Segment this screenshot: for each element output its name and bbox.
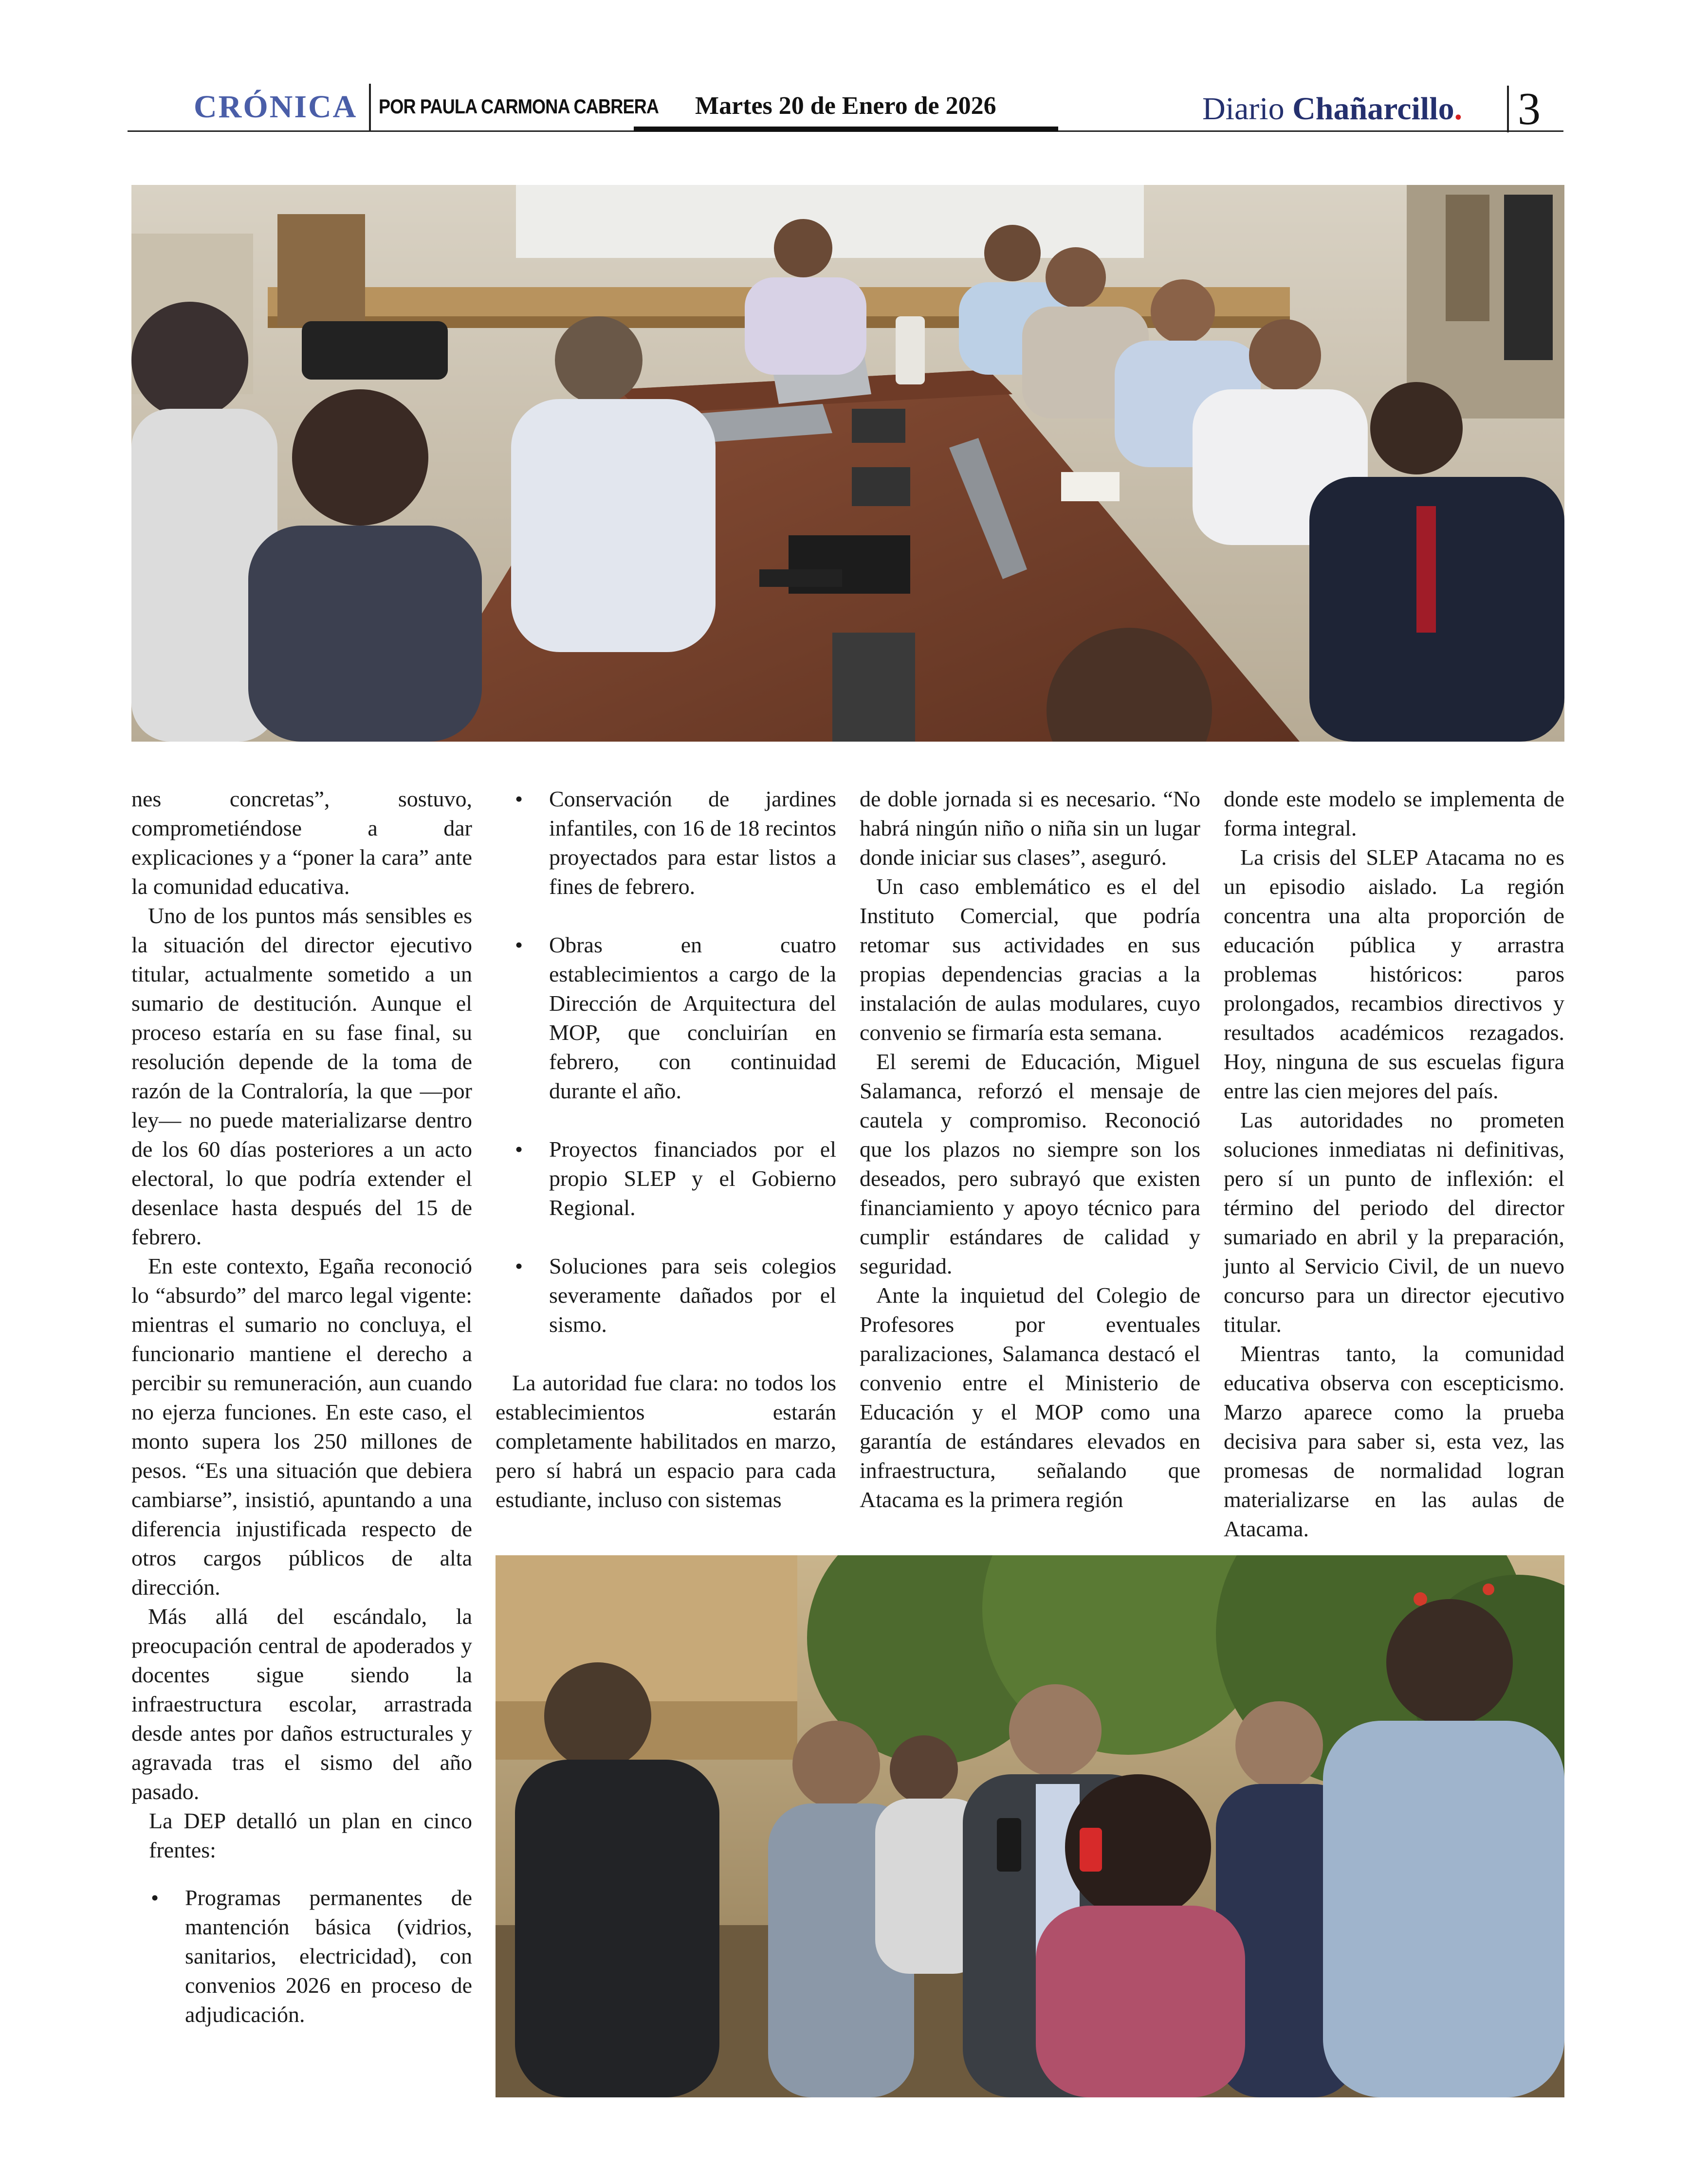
list-item [496,1135,836,1222]
masthead-prefix: Diario [1202,91,1293,127]
paragraph: Ante la inquietud del Colegio de Profesores por eventuales paralizaciones, Salamanca destacó el convenio entre el Ministerio de Educación y el MOP como una garantía de estándares elevados en infraestructura, señalando que Atacama es la primera región [860,1283,1200,1512]
paragraph: nes concretas”, sostuvo, comprometiéndose a dar explicaciones y a “poner la cara” ante la comunidad educativa. [131,786,472,899]
paragraph: de doble jornada si es necesario. “No habrá ningún niño o niña sin un lugar donde iniciar sus clases”, aseguró. [860,786,1200,870]
list-item [496,784,836,901]
article-column-4 [1224,784,1564,1544]
list-item [149,1883,472,2029]
press-interview-photo [496,1555,1564,2097]
plan-list-start [149,1883,472,2058]
paragraph: Uno de los puntos más sensibles es la situación del director ejecutivo titular, actualmente sometido a un sumario de destitución. Aunque el proceso estaría en su fase final, su resolución depende de la toma de razón de la Contraloría, la que —por ley— no puede materializarse dentro de los 60 días posteriores a un acto electoral, lo que podría extender el desenlace hasta después del 15 de febrero. [131,903,472,1249]
paragraph: Las autoridades no prometen soluciones inmediatas ni definitivas, pero sí un punto de inflexión: el término del periodo del director sumariado en abril y la preparación, junto al Servicio Civil, de un nuevo concurso para un director ejecutivo titular. [1224,1108,1564,1337]
byline: POR PAULA CARMONA CABRERA [379,95,659,118]
list-item [496,1252,836,1339]
header-divider-right [1507,86,1509,132]
bullet-icon: • [515,932,523,957]
bullet-icon: • [515,1254,523,1278]
list-item-text: Conservación de jardines infantiles, con 16 de 18 recintos proyectados para estar listos a fines de febrero. [549,786,836,899]
bullet-icon: • [515,786,523,811]
article-column-2 [496,784,836,1514]
bullet-icon: • [151,1885,159,1910]
bullet-icon: • [515,1137,523,1162]
paragraph: En este contexto, Egaña reconoció lo “absurdo” del marco legal vigente: mientras el sumario no concluya, el funcionario mantiene el derecho a percibir su remuneración, aun cuando no ejerza funciones. En este caso, el monto supera los 250 millones de pesos. “Es una situación que debiera cambiarse”, insistió, apuntando a una diferencia injustificada respecto de otros cargos públicos de alta dirección. [131,1254,472,1600]
plan-intro [149,1806,472,1865]
list-item-text: Obras en cuatro establecimientos a cargo de la Dirección de Arquitectura del MOP, que concluirían en febrero, con continuidad durante el año. [549,932,836,1103]
article-column-1 [131,784,472,1806]
header-divider [369,84,371,130]
masthead-brand: Chañarcillo [1292,91,1454,127]
header-rule-accent [634,127,1058,132]
paragraph: El seremi de Educación, Miguel Salamanca, reforzó el mensaje de cautela y compromiso. Reconoció que los plazos no siempre son los deseados, pero subrayó que existen financiamiento y apoyo técnico para cumplir estándares de calidad y seguridad. [860,1049,1200,1278]
list-item-text: Soluciones para seis colegios severamente dañados por el sismo. [549,1254,836,1337]
paragraph: donde este modelo se implementa de forma integral. [1224,786,1564,840]
paragraph: Más allá del escándalo, la preocupación central de apoderados y docentes sigue siendo la infraestructura escolar, arrastrada desde antes por daños estructurales y agravada tras el sismo del año pasado. [131,1604,472,1804]
paragraph: La autoridad fue clara: no todos los establecimientos estarán completamente habilitados en marzo, pero sí habrá un espacio para cada estudiante, incluso con sistemas [496,1370,836,1512]
issue-date: Martes 20 de Enero de 2026 [695,92,996,120]
paragraph: La crisis del SLEP Atacama no es un episodio aislado. La región concentra una alta proporción de educación pública y arrastra problemas históricos: paros prolongados, recambios directivos y resultados académicos rezagados. Hoy, ninguna de sus escuelas figura entre las cien mejores del país. [1224,845,1564,1103]
list-item-text: Proyectos financiados por el propio SLEP y el Gobierno Regional. [549,1137,836,1220]
meeting-photo [131,185,1564,742]
list-item [496,930,836,1106]
paragraph: Mientras tanto, la comunidad educativa observa con escepticismo. Marzo aparece como la prueba decisiva para saber si, esta vez, las promesas de normalidad logran materializarse en las aulas de Atacama. [1224,1341,1564,1541]
paragraph: Un caso emblemático es el del Instituto Comercial, que podría retomar sus actividades en sus propias dependencias gracias a la instalación de aulas modulares, cuyo convenio se firmaría esta semana. [860,874,1200,1045]
masthead [1202,91,1462,127]
section-name: CRÓNICA [194,89,358,125]
masthead-dot: . [1454,91,1463,127]
list-item-text: Programas permanentes de mantención básica (vidrios, sanitarios, electricidad), con convenios 2026 en proceso de adjudicación. [185,1885,472,2027]
paragraph: La DEP detalló un plan en cinco frentes: [149,1808,472,1862]
page-number: 3 [1518,84,1541,134]
article-column-3 [860,784,1200,1514]
